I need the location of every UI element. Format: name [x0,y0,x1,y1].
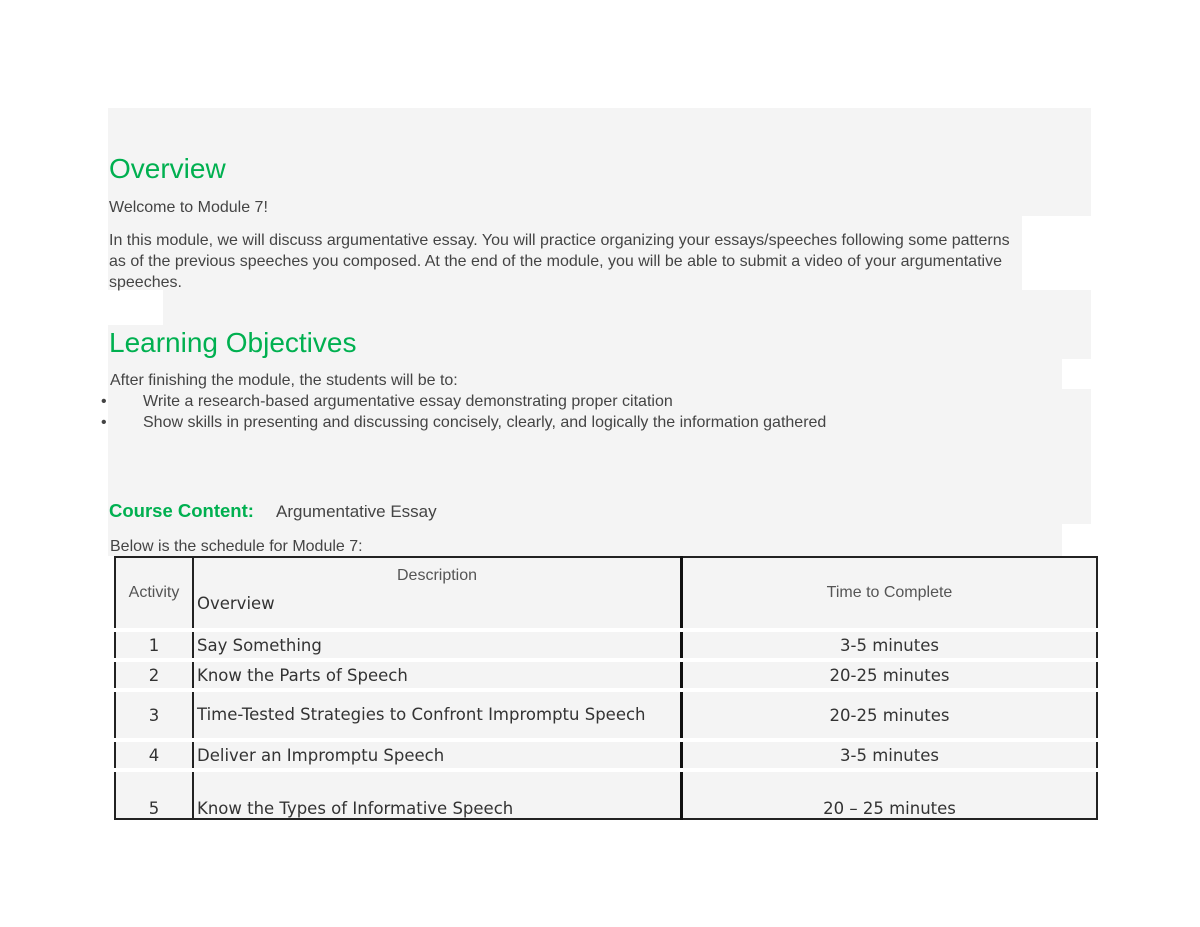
cell-time: 3-5 minutes [682,740,1098,770]
objective-text: Write a research-based argumentative essay demonstrating proper citation [143,393,673,410]
cell-time: 3-5 minutes [682,630,1098,660]
cell-description: Know the Parts of Speech [193,660,682,690]
objective-item [0,412,826,433]
cell-activity: 4 [115,740,193,770]
header-time [682,557,1098,630]
cell-activity: 2 [115,660,193,690]
objectives-intro: After finishing the module, the students will be to: [110,372,458,389]
course-content-value: Argumentative Essay [276,502,437,521]
overview-heading: Overview [109,153,226,184]
cell-description: Say Something [193,630,682,660]
table-header-row [115,557,1097,630]
table-row [115,690,1097,740]
welcome-text: Welcome to Module 7! [109,199,268,216]
header-description-sub: Overview [197,594,275,613]
cell-time: 20 – 25 minutes [682,770,1098,819]
header-activity-label: Activity [128,584,180,601]
cell-description: Deliver an Impromptu Speech [193,740,682,770]
table-row [115,770,1097,819]
overview-body: In this module, we will discuss argumentative essay. You will practice organizing your essays/speeches following some patterns as of the previous speeches you composed. At the end of the module, you will be able to submit a video of your argumentative speeches. [109,232,1010,291]
table-row [115,630,1097,660]
header-time-label: Time to Complete [826,584,953,601]
cell-description: Time-Tested Strategies to Confront Impromptu Speech [193,690,682,740]
table-row [115,740,1097,770]
cell-time: 20-25 minutes [682,660,1098,690]
header-description [193,557,682,630]
cell-activity: 1 [115,630,193,660]
table-row [115,660,1097,690]
cell-activity: 5 [115,770,193,819]
header-activity [115,557,193,630]
schedule-table [114,556,1098,820]
bullet-icon: • [101,393,107,410]
cell-activity: 3 [115,690,193,740]
objectives-list [0,391,826,433]
cell-time: 20-25 minutes [682,690,1098,740]
schedule-intro: Below is the schedule for Module 7: [110,538,363,555]
cell-description: Know the Types of Informative Speech [193,770,682,819]
bullet-icon: • [101,414,107,431]
objective-text: Show skills in presenting and discussing concisely, clearly, and logically the information gathered [143,414,827,431]
objective-item [0,391,826,412]
header-description-label: Description [396,567,478,584]
objectives-heading: Learning Objectives [109,327,357,358]
course-content-label: Course Content: [109,500,254,521]
